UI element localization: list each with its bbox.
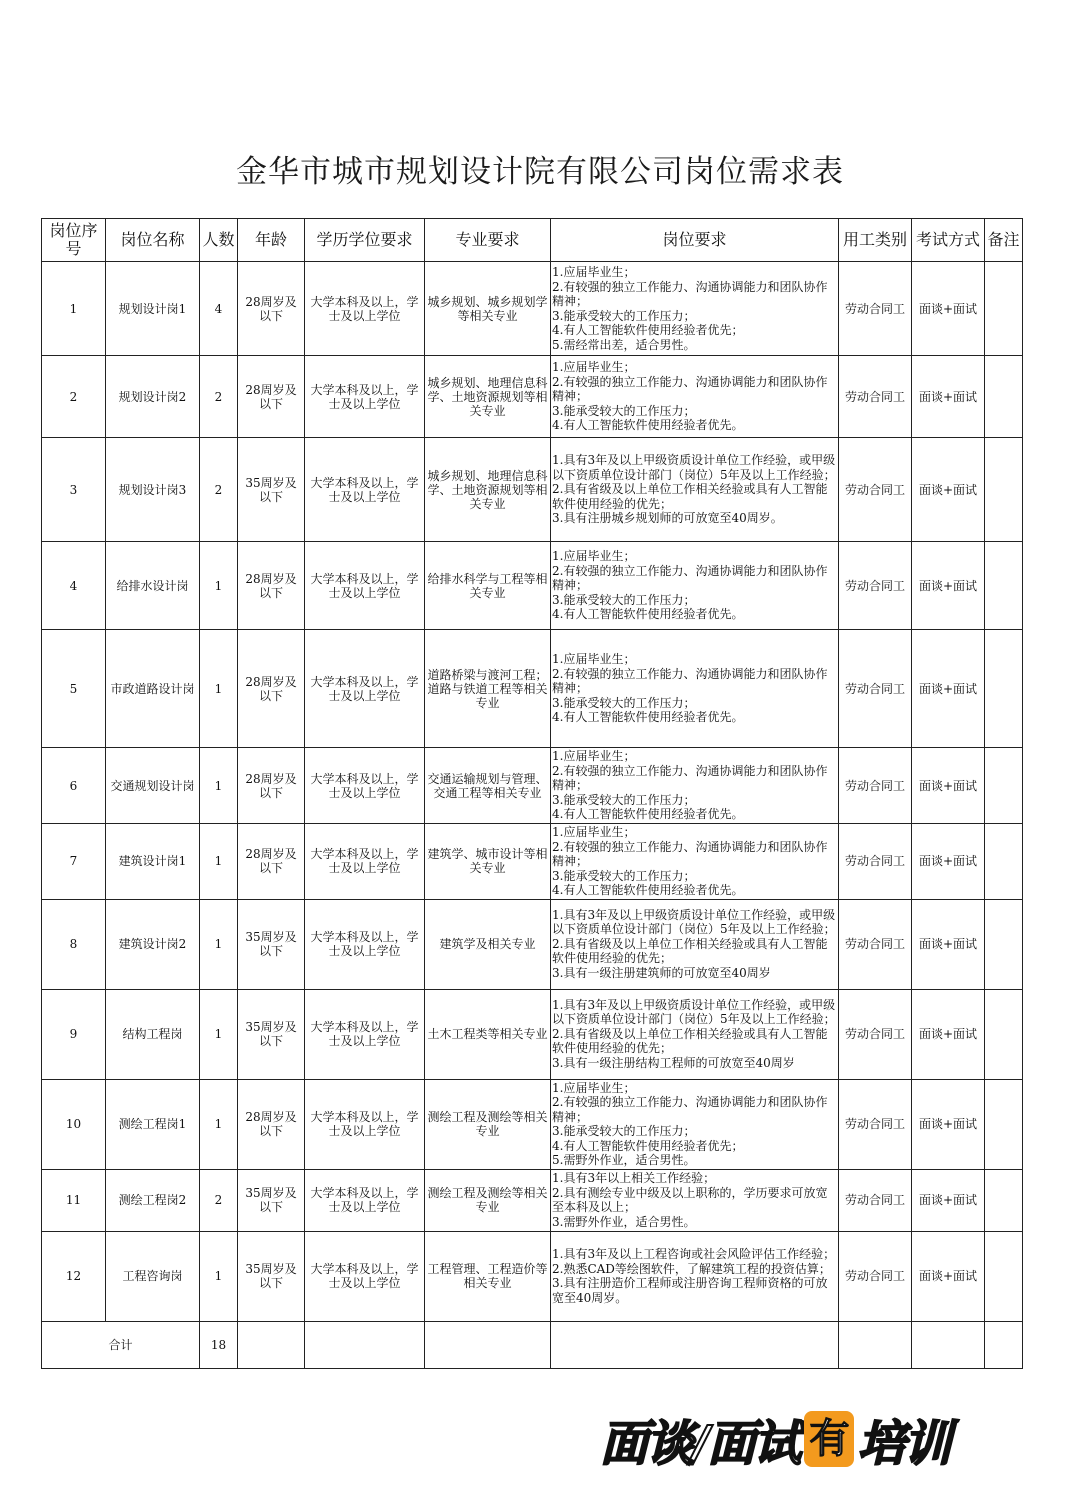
row-name: 给排水设计岗 [106, 542, 200, 630]
header-type: 用工类别 [839, 219, 912, 262]
header-major: 专业要求 [425, 219, 551, 262]
header-row [42, 219, 1023, 262]
table-row [42, 1169, 1023, 1231]
row-note [985, 630, 1023, 748]
requirement-line: 1.应届毕业生； [552, 652, 636, 667]
row-name: 规划设计岗3 [106, 438, 200, 542]
row-edu: 大学本科及以上，学士及以上学位 [305, 824, 425, 900]
row-count: 2 [200, 356, 238, 438]
row-count: 1 [200, 630, 238, 748]
table-row [42, 630, 1023, 748]
row-name: 交通规划设计岗 [106, 748, 200, 824]
row-major: 城乡规划、地理信息科学、土地资源规划等相关专业 [425, 438, 551, 542]
requirement-line: 1.应届毕业生； [552, 749, 636, 764]
requirement-line: 5.需经常出差，适合男性。 [552, 337, 696, 352]
requirement-line: 3.能承受较大的工作压力； [552, 868, 696, 883]
requirement-line: 2.有较强的独立工作能力、沟通协调能力和团队协作精神； [552, 563, 828, 593]
row-age: 35周岁及以下 [238, 1231, 305, 1321]
job-demand-table [41, 218, 1023, 1369]
row-employment-type: 劳动合同工 [839, 438, 912, 542]
page-title: 金华市城市规划设计院有限公司岗位需求表 [236, 154, 844, 190]
requirement-line: 3.具有注册城乡规划师的可放宽至40周岁。 [552, 511, 783, 526]
row-name: 建筑设计岗2 [106, 899, 200, 989]
row-requirements [551, 748, 839, 824]
row-major: 城乡规划、地理信息科学、土地资源规划等相关专业 [425, 356, 551, 438]
row-count: 1 [200, 1079, 238, 1169]
row-name: 建筑设计岗1 [106, 824, 200, 900]
row-major: 工程管理、工程造价等相关专业 [425, 1231, 551, 1321]
row-seq: 7 [42, 824, 106, 900]
header-age: 年龄 [238, 219, 305, 262]
row-edu: 大学本科及以上，学士及以上学位 [305, 1231, 425, 1321]
row-major: 交通运输规划与管理、交通工程等相关专业 [425, 748, 551, 824]
row-count: 2 [200, 438, 238, 542]
row-requirements [551, 262, 839, 356]
row-requirements [551, 1079, 839, 1169]
requirement-line: 3.能承受较大的工作压力； [552, 695, 696, 710]
table-row [42, 989, 1023, 1079]
row-note [985, 542, 1023, 630]
row-exam-method: 面谈+面试 [912, 824, 985, 900]
row-major: 土木工程类等相关专业 [425, 989, 551, 1079]
row-employment-type: 劳动合同工 [839, 989, 912, 1079]
total-count: 18 [200, 1321, 238, 1368]
row-name: 测绘工程岗2 [106, 1169, 200, 1231]
row-age: 28周岁及以下 [238, 748, 305, 824]
row-edu: 大学本科及以上，学士及以上学位 [305, 1079, 425, 1169]
header-exam: 考试方式 [912, 219, 985, 262]
row-employment-type: 劳动合同工 [839, 1169, 912, 1231]
row-count: 1 [200, 899, 238, 989]
row-major: 城乡规划、城乡规划学等相关专业 [425, 262, 551, 356]
requirement-line: 2.具有省级及以上单位工作相关经验或具有人工智能软件使用经验的优先； [552, 936, 828, 966]
table-row [42, 1231, 1023, 1321]
row-requirements [551, 542, 839, 630]
row-major: 测绘工程及测绘等相关专业 [425, 1079, 551, 1169]
row-name: 工程咨询岗 [106, 1231, 200, 1321]
requirement-line: 1.应届毕业生； [552, 360, 636, 375]
header-req: 岗位要求 [551, 219, 839, 262]
requirement-line: 1.应届毕业生； [552, 825, 636, 839]
header-seq: 岗位序号 [42, 219, 106, 262]
requirement-line: 3.能承受较大的工作压力； [552, 792, 696, 807]
row-edu: 大学本科及以上，学士及以上学位 [305, 356, 425, 438]
row-requirements [551, 824, 839, 900]
table-row [42, 356, 1023, 438]
requirement-line: 4.有人工智能软件使用经验者优先。 [552, 607, 744, 622]
row-seq: 3 [42, 438, 106, 542]
row-exam-method: 面谈+面试 [912, 1169, 985, 1231]
requirement-line: 1.具有3年及以上甲级资质设计单位工作经验，或甲级以下资质单位设计部门（岗位）5年及以上工作经验； [552, 453, 836, 482]
requirement-line: 1.具有3年及以上甲级资质设计单位工作经验，或甲级以下资质单位设计部门（岗位）5年及以上工作经验； [552, 997, 836, 1027]
requirement-line: 1.具有3年以上相关工作经验； [552, 1171, 716, 1185]
row-employment-type: 劳动合同工 [839, 748, 912, 824]
row-requirements [551, 356, 839, 438]
row-note [985, 1231, 1023, 1321]
row-exam-method: 面谈+面试 [912, 356, 985, 438]
row-note [985, 748, 1023, 824]
row-major: 给排水科学与工程等相关专业 [425, 542, 551, 630]
row-requirements [551, 1231, 839, 1321]
row-age: 35周岁及以下 [238, 1169, 305, 1231]
row-exam-method: 面谈+面试 [912, 262, 985, 356]
row-note [985, 1169, 1023, 1231]
row-edu: 大学本科及以上，学士及以上学位 [305, 542, 425, 630]
row-major: 建筑学、城市设计等相关专业 [425, 824, 551, 900]
row-name: 规划设计岗2 [106, 356, 200, 438]
total-label: 合计 [42, 1321, 200, 1368]
row-age: 28周岁及以下 [238, 824, 305, 900]
row-name: 测绘工程岗1 [106, 1079, 200, 1169]
row-requirements [551, 989, 839, 1079]
row-employment-type: 劳动合同工 [839, 899, 912, 989]
row-employment-type: 劳动合同工 [839, 824, 912, 900]
row-seq: 2 [42, 356, 106, 438]
requirement-line: 2.有较强的独立工作能力、沟通协调能力和团队协作精神； [552, 763, 828, 793]
header-edu: 学历学位要求 [305, 219, 425, 262]
row-count: 1 [200, 1231, 238, 1321]
row-age: 28周岁及以下 [238, 262, 305, 356]
row-requirements [551, 438, 839, 542]
row-seq: 6 [42, 748, 106, 824]
row-age: 35周岁及以下 [238, 989, 305, 1079]
row-age: 35周岁及以下 [238, 438, 305, 542]
row-requirements [551, 630, 839, 748]
row-major: 测绘工程及测绘等相关专业 [425, 1169, 551, 1231]
row-exam-method: 面谈+面试 [912, 748, 985, 824]
row-note [985, 989, 1023, 1079]
row-edu: 大学本科及以上，学士及以上学位 [305, 989, 425, 1079]
table-row [42, 542, 1023, 630]
header-note: 备注 [985, 219, 1023, 262]
requirement-line: 1.应届毕业生； [552, 549, 636, 564]
requirement-line: 2.熟悉CAD等绘图软件，了解建筑工程的投资估算； [552, 1261, 831, 1276]
requirement-line: 3.能承受较大的工作压力； [552, 308, 696, 323]
row-seq: 4 [42, 542, 106, 630]
row-count: 1 [200, 542, 238, 630]
header-count: 人数 [200, 219, 238, 262]
row-note [985, 1079, 1023, 1169]
row-exam-method: 面谈+面试 [912, 542, 985, 630]
row-count: 2 [200, 1169, 238, 1231]
row-note [985, 824, 1023, 900]
header-name: 岗位名称 [106, 219, 200, 262]
training-watermark [600, 1404, 950, 1474]
requirement-line: 4.有人工智能软件使用经验者优先； [552, 1138, 744, 1153]
row-exam-method: 面谈+面试 [912, 989, 985, 1079]
row-age: 28周岁及以下 [238, 542, 305, 630]
row-exam-method: 面谈+面试 [912, 899, 985, 989]
requirement-line: 3.具有一级注册建筑师的可放宽至40周岁 [552, 965, 771, 980]
row-edu: 大学本科及以上，学士及以上学位 [305, 262, 425, 356]
row-seq: 11 [42, 1169, 106, 1231]
row-name: 规划设计岗1 [106, 262, 200, 356]
row-seq: 5 [42, 630, 106, 748]
requirement-line: 1.具有3年及以上甲级资质设计单位工作经验，或甲级以下资质单位设计部门（岗位）5年及以上工作经验； [552, 907, 836, 937]
watermark-badge: 有 [804, 1411, 854, 1467]
row-seq: 1 [42, 262, 106, 356]
row-age: 28周岁及以下 [238, 1079, 305, 1169]
table-row [42, 438, 1023, 542]
requirement-line: 5.需野外作业，适合男性。 [552, 1153, 696, 1167]
row-seq: 8 [42, 899, 106, 989]
row-major: 建筑学及相关专业 [425, 899, 551, 989]
watermark-part1: 面谈/面试 [600, 1415, 800, 1472]
requirement-line: 2.有较强的独立工作能力、沟通协调能力和团队协作精神； [552, 666, 828, 696]
row-employment-type: 劳动合同工 [839, 1231, 912, 1321]
requirement-line: 2.具有省级及以上单位工作相关经验或具有人工智能软件使用经验的优先； [552, 482, 828, 511]
requirement-line: 4.有人工智能软件使用经验者优先。 [552, 710, 744, 725]
row-count: 4 [200, 262, 238, 356]
total-row [42, 1321, 1023, 1368]
row-age: 35周岁及以下 [238, 899, 305, 989]
requirement-line: 2.具有测绘专业中级及以上职称的，学历要求可放宽至本科及以上； [552, 1185, 828, 1214]
row-seq: 9 [42, 989, 106, 1079]
table-row [42, 748, 1023, 824]
requirement-line: 4.有人工智能软件使用经验者优先。 [552, 807, 744, 822]
table-row [42, 899, 1023, 989]
row-note [985, 262, 1023, 356]
requirement-line: 2.有较强的独立工作能力、沟通协调能力和团队协作精神； [552, 1095, 828, 1124]
row-seq: 10 [42, 1079, 106, 1169]
requirement-line: 3.能承受较大的工作压力； [552, 1124, 696, 1138]
requirement-line: 3.能承受较大的工作压力； [552, 592, 696, 607]
row-edu: 大学本科及以上，学士及以上学位 [305, 1169, 425, 1231]
requirement-line: 3.能承受较大的工作压力； [552, 403, 696, 418]
row-count: 1 [200, 748, 238, 824]
watermark-part2: 培训 [857, 1415, 950, 1472]
row-name: 市政道路设计岗 [106, 630, 200, 748]
row-edu: 大学本科及以上，学士及以上学位 [305, 748, 425, 824]
row-major: 道路桥梁与渡河工程；道路与铁道工程等相关专业 [425, 630, 551, 748]
row-note [985, 899, 1023, 989]
row-requirements [551, 899, 839, 989]
requirement-line: 4.有人工智能软件使用经验者优先。 [552, 418, 744, 433]
row-exam-method: 面谈+面试 [912, 1079, 985, 1169]
row-exam-method: 面谈+面试 [912, 438, 985, 542]
row-employment-type: 劳动合同工 [839, 262, 912, 356]
row-seq: 12 [42, 1231, 106, 1321]
row-note [985, 438, 1023, 542]
row-name: 结构工程岗 [106, 989, 200, 1079]
requirement-line: 2.有较强的独立工作能力、沟通协调能力和团队协作精神； [552, 279, 828, 308]
table-row [42, 262, 1023, 356]
row-employment-type: 劳动合同工 [839, 542, 912, 630]
requirement-line: 4.有人工智能软件使用经验者优先。 [552, 883, 744, 897]
row-requirements [551, 1169, 839, 1231]
row-age: 28周岁及以下 [238, 630, 305, 748]
requirement-line: 3.具有一级注册结构工程师的可放宽至40周岁 [552, 1055, 795, 1070]
row-edu: 大学本科及以上，学士及以上学位 [305, 899, 425, 989]
row-employment-type: 劳动合同工 [839, 1079, 912, 1169]
row-exam-method: 面谈+面试 [912, 1231, 985, 1321]
row-note [985, 356, 1023, 438]
row-count: 1 [200, 824, 238, 900]
requirement-line: 1.应届毕业生； [552, 265, 636, 279]
table-row [42, 1079, 1023, 1169]
requirement-line: 3.具有注册造价工程师或注册咨询工程师资格的可放宽至40周岁。 [552, 1276, 828, 1305]
requirement-line: 3.需野外作业，适合男性。 [552, 1214, 696, 1229]
requirement-line: 4.有人工智能软件使用经验者优先； [552, 323, 744, 337]
row-count: 1 [200, 989, 238, 1079]
requirement-line: 2.具有省级及以上单位工作相关经验或具有人工智能软件使用经验的优先； [552, 1026, 828, 1056]
row-employment-type: 劳动合同工 [839, 356, 912, 438]
requirement-line: 2.有较强的独立工作能力、沟通协调能力和团队协作精神； [552, 839, 828, 868]
requirement-line: 2.有较强的独立工作能力、沟通协调能力和团队协作精神； [552, 374, 828, 404]
table-row [42, 824, 1023, 900]
row-edu: 大学本科及以上，学士及以上学位 [305, 438, 425, 542]
requirement-line: 1.应届毕业生； [552, 1080, 636, 1095]
requirement-line: 1.具有3年及以上工程咨询或社会风险评估工作经验； [552, 1247, 836, 1261]
row-age: 28周岁及以下 [238, 356, 305, 438]
row-exam-method: 面谈+面试 [912, 630, 985, 748]
row-employment-type: 劳动合同工 [839, 630, 912, 748]
row-edu: 大学本科及以上，学士及以上学位 [305, 630, 425, 748]
